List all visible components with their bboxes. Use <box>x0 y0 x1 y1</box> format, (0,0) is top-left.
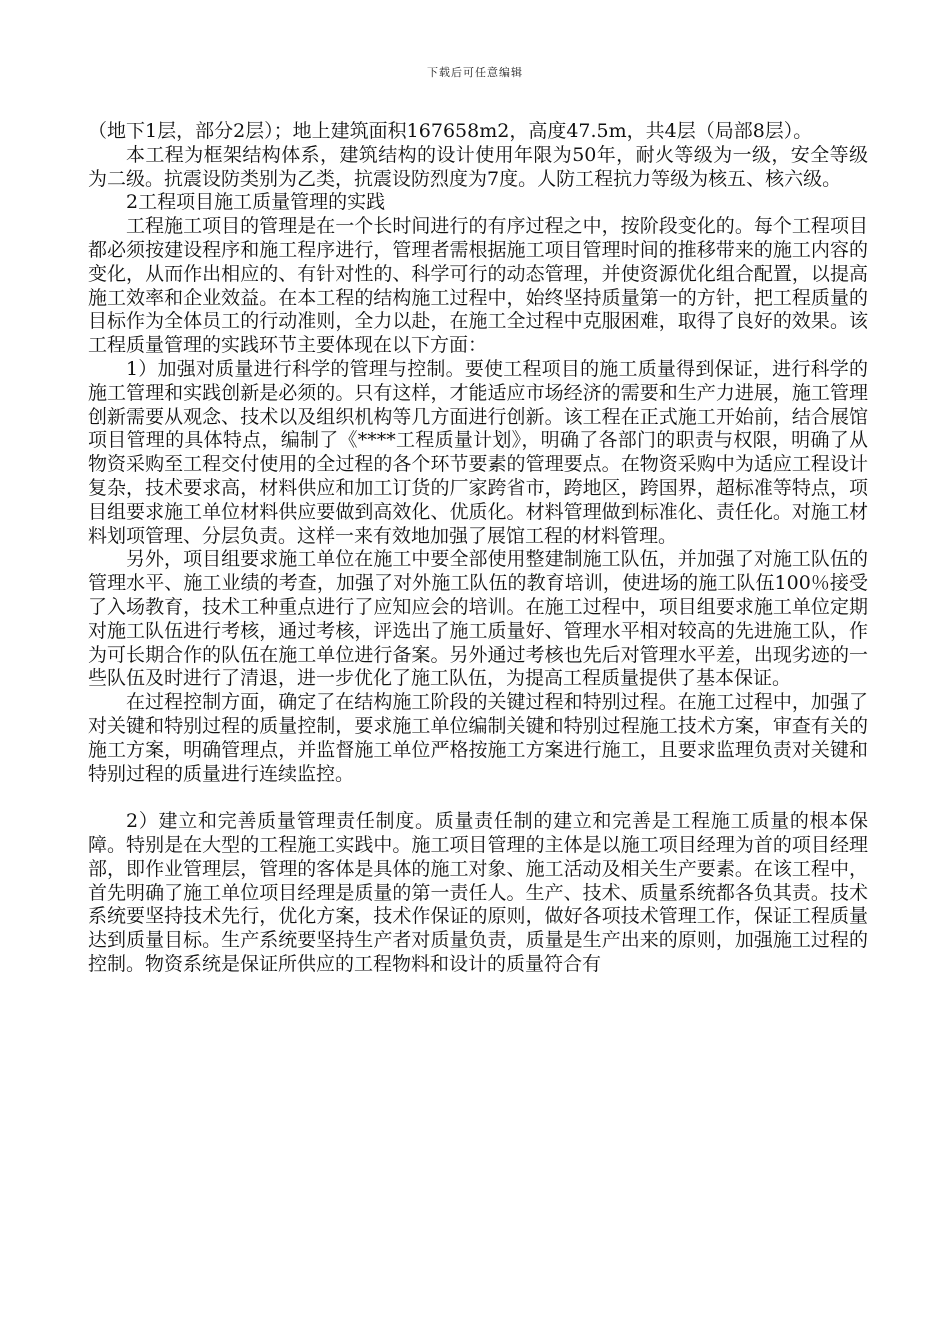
paragraph-construction-teams: 另外，项目组要求施工单位在施工中要全部使用整建制施工队伍，并加强了对施工队伍的管理水平、施工业绩的考查，加强了对外施工队伍的教育培训，使进场的施工队伍100％接受了入场教育，技术工种重点进行了应知应会的培训。在施工过程中，项目组要求施工单位定期对施工队伍进行考核，通过考核，评选出了施工质量好、管理水平相对较高的先进施工队，作为可长期合作的队伍在施工单位进行备案。另外通过考核也先后对管理水平差，出现劣迹的一些队伍及时进行了清退，进一步优化了施工队伍，为提高工程质量提供了基本保证。 <box>88 548 868 690</box>
paragraph-item-2: 2）建立和完善质量管理责任制度。质量责任制的建立和完善是工程施工质量的根本保障。特别是在大型的工程施工实践中。施工项目管理的主体是以施工项目经理为首的项目经理部，即作业管理层，管理的客体是具体的施工对象、施工活动及相关生产要素。在该工程中，首先明确了施工单位项目经理是质量的第一责任人。生产、技术、质量系统都各负其责。技术系统要坚持技术先行，优化方案，技术作保证的原则，做好各项技术管理工作，保证工程质量达到质量目标。生产系统要坚持生产者对质量负责，质量是生产出来的原则，加强施工过程的控制。物资系统是保证所供应的工程物料和设计的质量符合有 <box>88 810 868 975</box>
paragraph-project-management: 工程施工项目的管理是在一个长时间进行的有序过程之中，按阶段变化的。每个工程项目都必须按建设程序和施工程序进行，管理者需根据施工项目管理时间的推移带来的施工内容的变化，从而作出相应的、有针对性的、科学可行的动态管理，并使资源优化组合配置，以提高施工效率和企业效益。在本工程的结构施工过程中，始终坚持质量第一的方针，把工程质量的目标作为全体员工的行动准则，全力以赴，在施工全过程中克服困难，取得了良好的效果。该工程质量管理的实践环节主要体现在以下方面： <box>88 215 868 357</box>
section-heading: 2工程项目施工质量管理的实践 <box>126 191 386 214</box>
page-header-note: 下载后可任意编辑 <box>427 66 523 79</box>
paragraph-continuation: （地下1层，部分2层）；地上建筑面积167658m2，高度47.5m，共4层（局部8层）。 <box>88 120 813 142</box>
document-body <box>88 120 868 977</box>
paragraph-structure-system: 本工程为框架结构体系，建筑结构的设计使用年限为50年，耐火等级为一级，安全等级为二级。抗震设防类别为乙类，抗震设防烈度为7度。人防工程抗力等级为核五、核六级。 <box>88 143 868 190</box>
paragraph-process-control: 在过程控制方面，确定了在结构施工阶段的关键过程和特别过程。在施工过程中，加强了对关键和特别过程的质量控制，要求施工单位编制关键和特别过程施工技术方案，审查有关的施工方案，明确管理点，并监督施工单位严格按施工方案进行施工，且要求监理负责对关键和特别过程的质量进行连续监控。 <box>88 691 868 785</box>
paragraph-item-1: 1）加强对质量进行科学的管理与控制。要使工程项目的施工质量得到保证，进行科学的施工管理和实践创新是必须的。只有这样，才能适应市场经济的需要和生产力进展，施工管理创新需要从观念、技术以及组织机构等几方面进行创新。该工程在正式施工开始前，结合展馆项目管理的具体特点，编制了《****工程质量计划》，明确了各部门的职责与权限，明确了从物资采购至工程交付使用的全过程的各个环节要素的管理要点。在物资采购中为适应工程设计复杂，技术要求高，材料供应和加工订货的厂家跨省市，跨地区，跨国界，超标准等特点，项目组要求施工单位材料供应要做到高效化、优质化。材料管理做到标准化、责任化。对施工材料划项管理、分层负责。这样一来有效地加强了展馆工程的材料管理。 <box>88 357 868 547</box>
